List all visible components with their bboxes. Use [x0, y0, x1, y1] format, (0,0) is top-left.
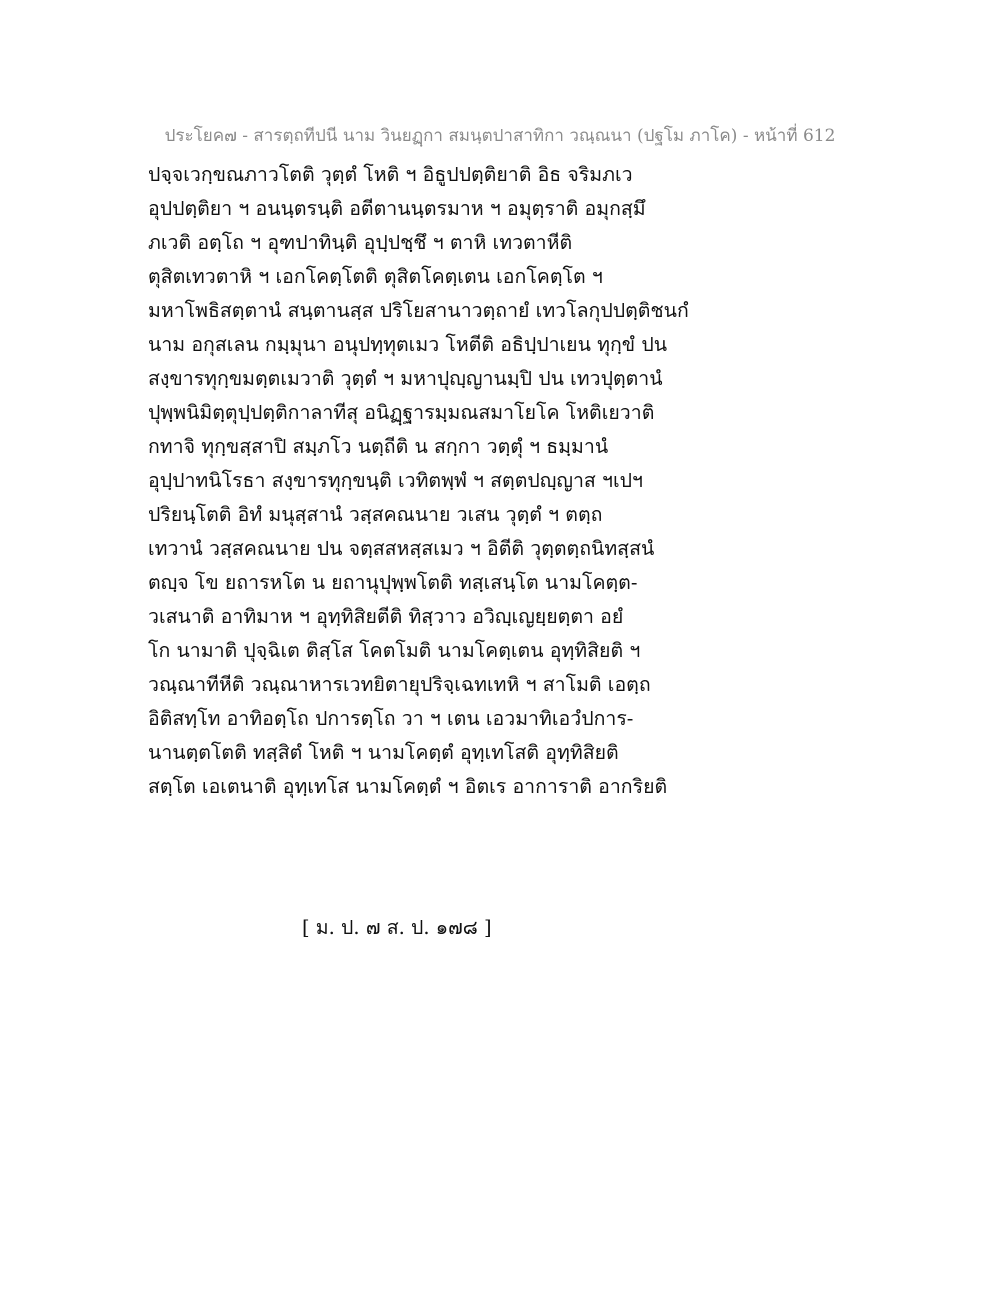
text-line: ตุสิตเทวตาหิ ฯ เอกโคตฺโตติ ตุสิตโคตฺเตน เอกโคตฺโต ฯ	[148, 265, 603, 288]
text-line: เทวานํ วสฺสคณนาย ปน จตฺสสหสฺสเมว ฯ อิตีติ วุตฺตตฺถนิทสฺสนํ	[148, 537, 655, 560]
text-line: นานตฺตโตติ ทสฺสิตํ โหติ ฯ นามโคตฺตํ อุทฺเทโสติ อุทฺทิสิยติ	[148, 741, 619, 764]
running-header: ประโยค๗ - สารตฺถทีปนี นาม วินยฏฺกา สมนฺตปาสาทิกา วณฺณนา (ปฐโม ภาโค) - หน้าที่ 612	[164, 126, 836, 146]
text-line: นาม อกุสเลน กมฺมุนา อนุปทฺทุตเมว โหตีติ อธิปฺปาเยน ทุกฺขํ ปน	[148, 333, 668, 356]
text-line: สงฺขารทุกฺขมตฺตเมวาติ วุตฺตํ ฯ มหาปุญฺญานมฺปิ ปน เทวปุตฺตานํ	[148, 367, 663, 390]
text-line: ตญฺจ โข ยถารหโต น ยถานุปุพฺพโตติ ทสฺเสนฺโต นามโคตฺต-	[148, 571, 638, 594]
text-line: วณฺณาทีหีติ วณฺณาหารเวทยิตายุปริจฺเฉทเทหิ ฯ สาโมติ เอตฺถ	[148, 673, 651, 696]
text-line: สตฺโต เอเตนาติ อุทฺเทโส นามโคตฺตํ ฯ อิตเร อาการาติ อากริยติ	[148, 775, 668, 798]
text-line: กทาจิ ทุกฺขสฺสาปิ สมฺภโว นตฺถีติ น สกฺกา วตฺตุํ ฯ ธมฺมานํ	[148, 435, 609, 458]
text-line: ปริยนฺโตติ อิทํ มนุสฺสานํ วสฺสคณนาย วเสน วุตฺตํ ฯ ตตฺถ	[148, 503, 603, 526]
text-line: อิติสทฺโท อาทิอตฺโถ ปการตฺโถ วา ฯ เตน เอวมาทิเอวํปการ-	[148, 707, 634, 730]
text-line: ภเวติ อตฺโถ ฯ อุฑปาทินฺติ อุปฺปชฺชึ ฯ ตาหิ เทวตาหีติ	[148, 231, 573, 254]
text-line: โก นามาติ ปุจฺฉิเต ติสฺโส โคตโมติ นามโคตฺเตน อุทฺทิสิยติ ฯ	[148, 639, 641, 662]
text-line: วเสนาติ อาทิมาห ฯ อุทฺทิสิยตีติ ทิสฺวาว อวิญฺเญยฺยตฺตา อยํ	[148, 605, 624, 628]
page-reference: [ ม. ป. ๗ ส. ป. ๑๗๘ ]	[302, 916, 492, 939]
text-line: อุปปตฺติยา ฯ อนนฺตรนฺติ อตีตานนฺตรมาห ฯ อมุตฺราติ อมุกสฺมึ	[148, 197, 646, 220]
body-text	[148, 158, 868, 804]
text-line: ปุพฺพนิมิตฺตุปฺปตฺติกาลาทีสุ อนิฏฺฐารมฺมณสมาโยโค โหติเยวาติ	[148, 401, 655, 424]
text-line: อุปฺปาทนิโรธา สงฺขารทุกฺขนฺติ เวทิตพฺพํ ฯ สตฺตปญฺญาส ฯเปฯ	[148, 469, 643, 492]
text-line: ปจฺจเวกฺขณภาวโตติ วุตฺตํ โหติ ฯ อิธูปปตฺติยาติ อิธ จริมภเว	[148, 163, 633, 186]
text-line: มหาโพธิสตฺตานํ สนฺตานสฺส ปริโยสานาวตฺถายํ เทวโลกุปปตฺติชนกํ	[148, 299, 689, 322]
